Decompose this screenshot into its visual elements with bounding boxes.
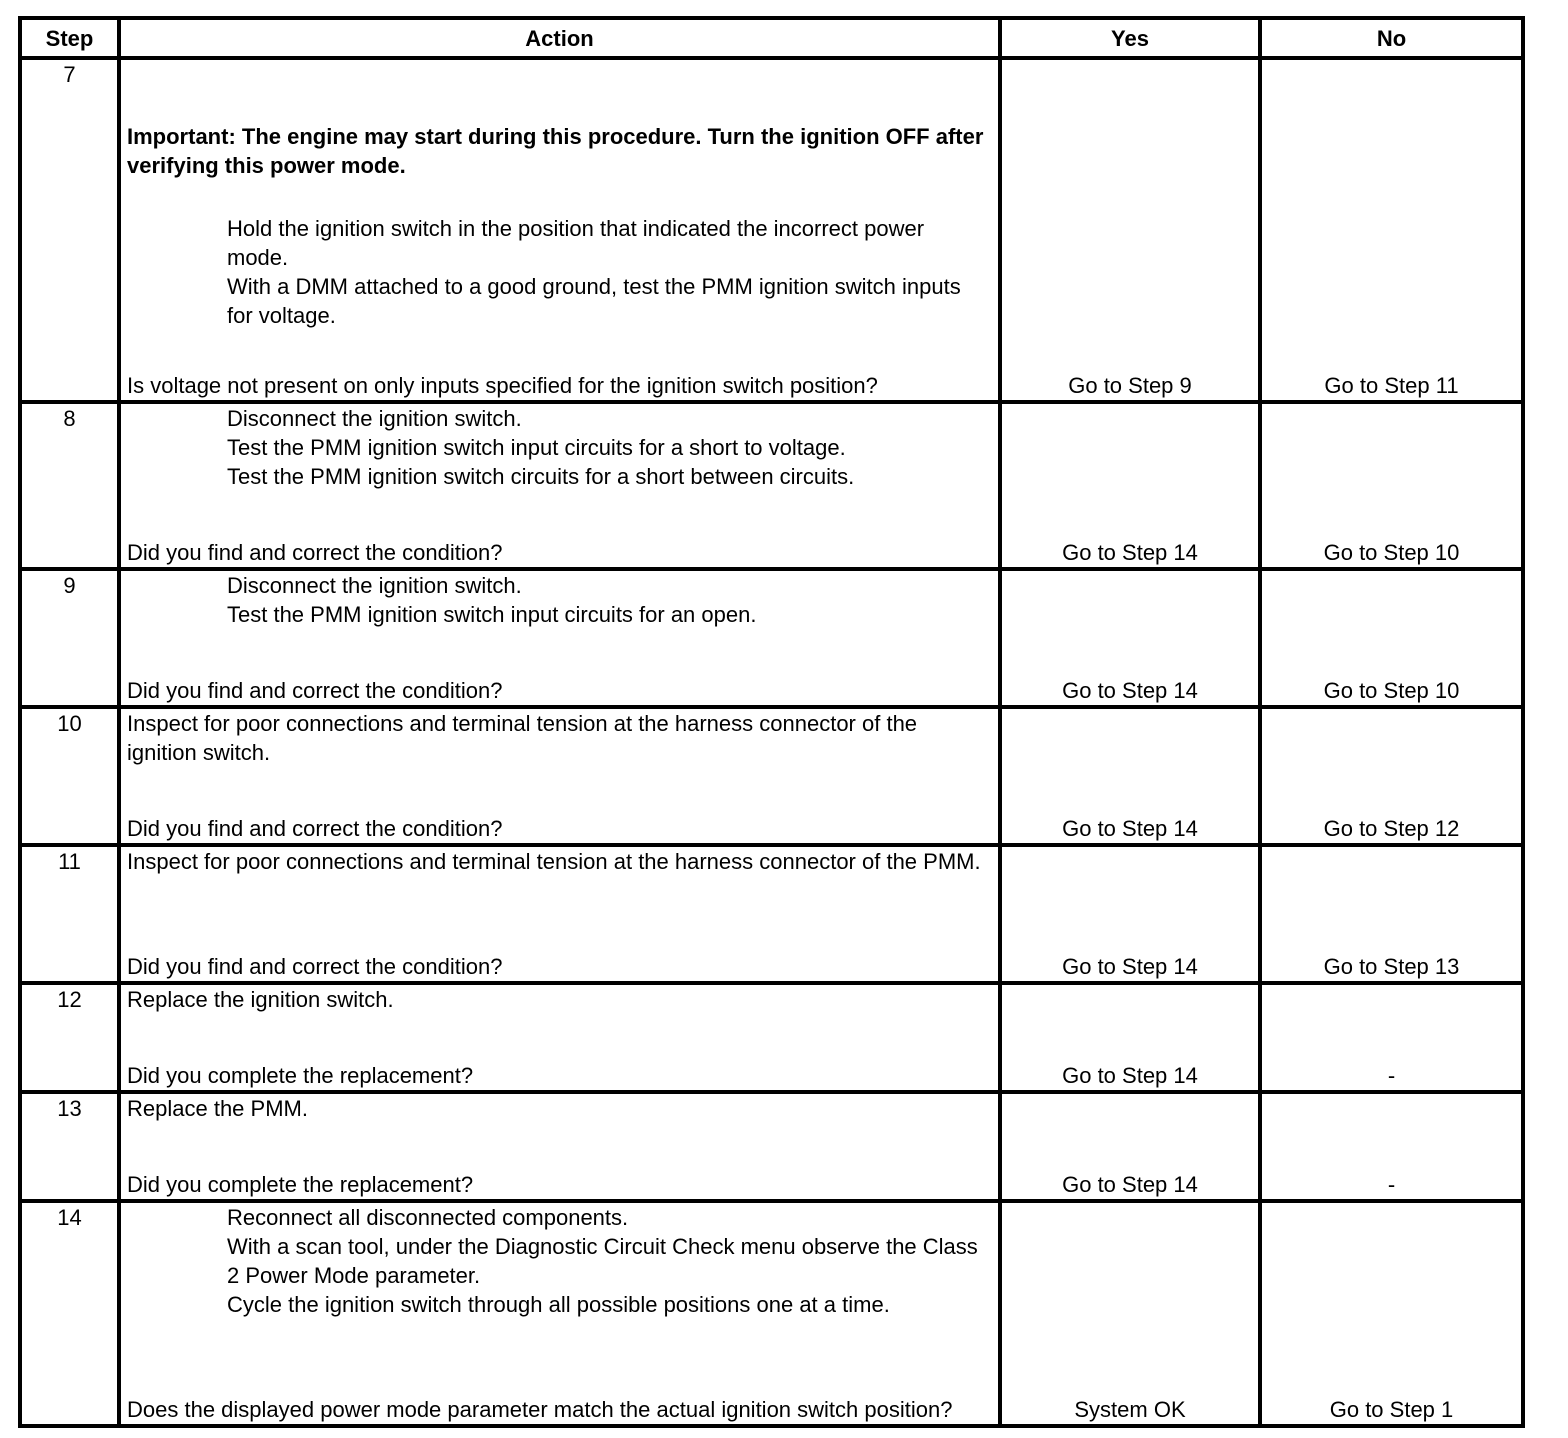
- action-text: Inspect for poor connections and terminal tension at the harness connector of the PMM.: [127, 849, 981, 874]
- yes-answer: Go to Step 14: [1062, 954, 1198, 979]
- yes-answer: Go to Step 14: [1062, 1063, 1198, 1088]
- yes-answer: Go to Step 14: [1062, 678, 1198, 703]
- question-text: Did you complete the replacement?: [127, 1063, 474, 1088]
- question-text: Did you complete the replacement?: [127, 1172, 474, 1197]
- header-yes: Yes: [1000, 18, 1260, 58]
- table-row: [20, 983, 1523, 1092]
- question-text: Did you find and correct the condition?: [127, 678, 503, 703]
- no-cell: [1260, 58, 1523, 402]
- table-row: [20, 1092, 1523, 1201]
- yes-cell: [1000, 1201, 1260, 1426]
- action-text: Replace the ignition switch.: [127, 987, 394, 1012]
- step-item: Test the PMM ignition switch input circuits for a short to voltage.: [227, 435, 846, 460]
- step-number: 10: [20, 707, 119, 845]
- action-cell: [119, 58, 1000, 402]
- yes-answer: Go to Step 14: [1062, 540, 1198, 565]
- no-cell: [1260, 402, 1523, 569]
- no-cell: [1260, 983, 1523, 1092]
- action-text: Inspect for poor connections and terminal tension at the harness connector of the ignition switch.: [127, 711, 918, 765]
- step-item: Test the PMM ignition switch input circuits for an open.: [227, 602, 757, 627]
- action-cell: [119, 569, 1000, 707]
- step-item: Disconnect the ignition switch.: [227, 573, 522, 598]
- step-item: With a DMM attached to a good ground, test the PMM ignition switch inputs for voltage.: [227, 274, 961, 328]
- step-list: [127, 571, 990, 629]
- step-item: Hold the ignition switch in the position that indicated the incorrect power mode.: [227, 216, 925, 270]
- table-row: [20, 707, 1523, 845]
- question-text: Does the displayed power mode parameter match the actual ignition switch position?: [127, 1397, 953, 1422]
- no-cell: [1260, 707, 1523, 845]
- action-cell: [119, 845, 1000, 983]
- step-list: [127, 214, 990, 330]
- yes-cell: [1000, 1092, 1260, 1201]
- step-item: Disconnect the ignition switch.: [227, 406, 522, 431]
- table-row: [20, 845, 1523, 983]
- table-row: [20, 58, 1523, 402]
- no-answer: Go to Step 10: [1323, 540, 1460, 565]
- no-cell: [1260, 1092, 1523, 1201]
- no-answer: -: [1387, 1172, 1396, 1197]
- important-note: Important: The engine may start during this procedure. Turn the ignition OFF after verifying this power mode.: [127, 124, 984, 178]
- step-number: 9: [20, 569, 119, 707]
- step-number: 14: [20, 1201, 119, 1426]
- step-item: Cycle the ignition switch through all possible positions one at a time.: [227, 1292, 890, 1317]
- no-answer: -: [1387, 1063, 1396, 1088]
- table-row: [20, 569, 1523, 707]
- step-item: With a scan tool, under the Diagnostic Circuit Check menu observe the Class 2 Power Mode parameter.: [227, 1234, 978, 1288]
- no-answer: Go to Step 12: [1323, 816, 1460, 841]
- header-row: [20, 18, 1523, 58]
- header-step: Step: [20, 18, 119, 58]
- no-answer: Go to Step 11: [1324, 373, 1459, 398]
- yes-answer: Go to Step 14: [1062, 1172, 1198, 1197]
- no-answer: Go to Step 10: [1323, 678, 1460, 703]
- no-cell: [1260, 1201, 1523, 1426]
- question-text: Did you find and correct the condition?: [127, 954, 503, 979]
- yes-cell: [1000, 845, 1260, 983]
- action-cell: [119, 1201, 1000, 1426]
- no-cell: [1260, 845, 1523, 983]
- yes-answer: System OK: [1074, 1397, 1186, 1422]
- question-text: Did you find and correct the condition?: [127, 540, 503, 565]
- yes-cell: [1000, 569, 1260, 707]
- no-answer: Go to Step 13: [1323, 954, 1460, 979]
- yes-cell: [1000, 402, 1260, 569]
- yes-answer: Go to Step 9: [1068, 373, 1192, 398]
- step-item: Reconnect all disconnected components.: [227, 1205, 629, 1230]
- diagnostic-table: [18, 16, 1525, 1428]
- step-number: 11: [20, 845, 119, 983]
- question-text: Is voltage not present on only inputs specified for the ignition switch position?: [127, 373, 878, 398]
- no-cell: [1260, 569, 1523, 707]
- step-list: [127, 404, 990, 491]
- question-text: Did you find and correct the condition?: [127, 816, 503, 841]
- action-cell: [119, 983, 1000, 1092]
- table-row: [20, 402, 1523, 569]
- step-list: [127, 1203, 990, 1319]
- no-answer: Go to Step 1: [1329, 1397, 1454, 1422]
- action-cell: [119, 402, 1000, 569]
- table-row: [20, 1201, 1523, 1426]
- step-number: 8: [20, 402, 119, 569]
- yes-cell: [1000, 58, 1260, 402]
- yes-cell: [1000, 707, 1260, 845]
- step-number: 7: [20, 58, 119, 402]
- header-no: No: [1260, 18, 1523, 58]
- action-cell: [119, 707, 1000, 845]
- action-text: Replace the PMM.: [127, 1096, 308, 1121]
- yes-cell: [1000, 983, 1260, 1092]
- step-number: 12: [20, 983, 119, 1092]
- yes-answer: Go to Step 14: [1062, 816, 1198, 841]
- step-item: Test the PMM ignition switch circuits for a short between circuits.: [227, 464, 855, 489]
- action-cell: [119, 1092, 1000, 1201]
- header-action: Action: [119, 18, 1000, 58]
- step-number: 13: [20, 1092, 119, 1201]
